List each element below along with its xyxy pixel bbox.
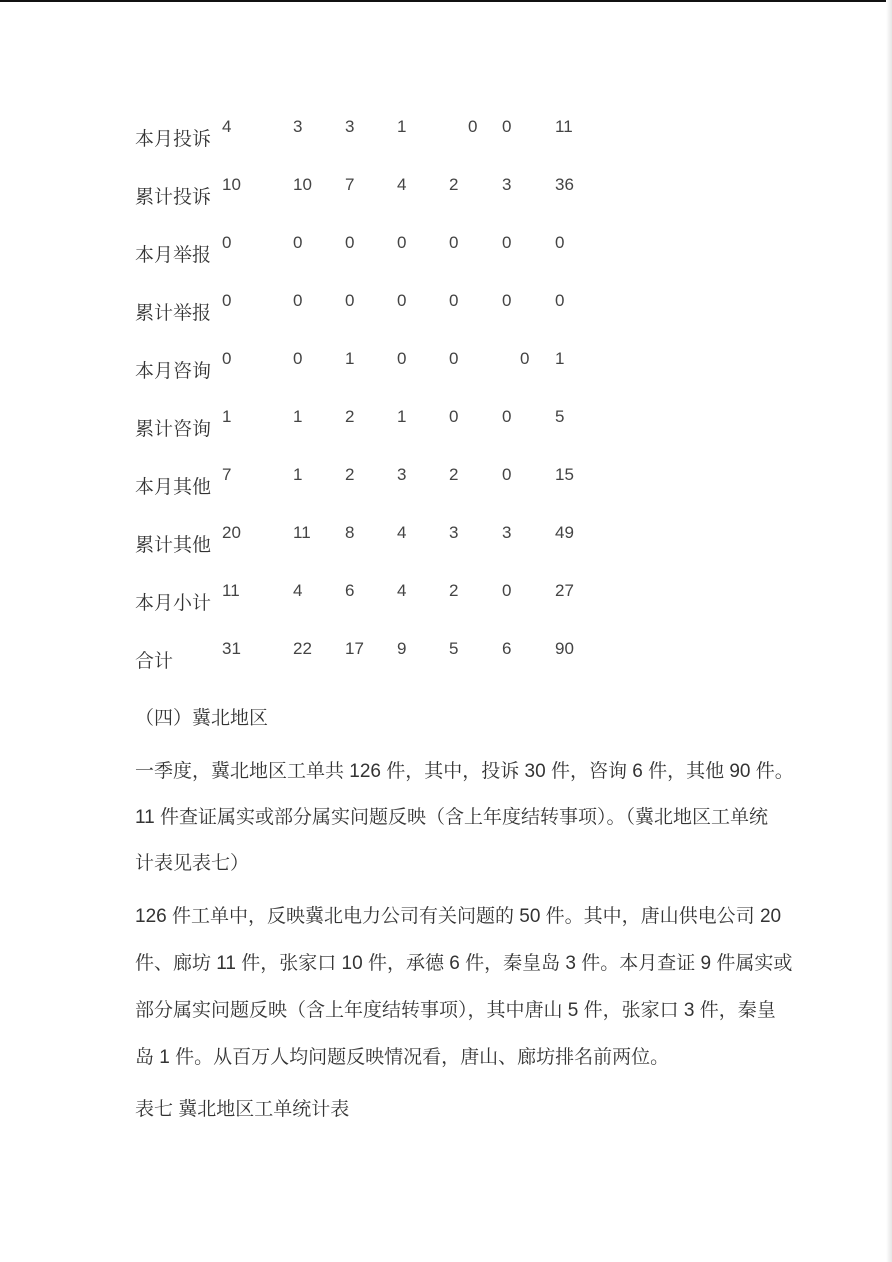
paragraph-line: 件、廊坊 11 件，张家口 10 件，承德 6 件，秦皇岛 3 件。本月查证 9 件属实或	[135, 953, 793, 974]
table-cell: 0	[293, 233, 303, 252]
table-cell: 10	[222, 175, 241, 194]
table-row	[0, 638, 892, 678]
table-row	[0, 174, 892, 214]
row-label: 本月咨询	[135, 361, 212, 382]
table-cell: 0	[449, 233, 459, 252]
table-cell: 2	[345, 465, 355, 484]
table-cell: 5	[449, 639, 459, 658]
table-cell: 49	[555, 523, 574, 542]
table-cell: 10	[293, 175, 312, 194]
table-cell: 0	[293, 349, 303, 368]
row-label: 累计举报	[135, 303, 212, 324]
table-cell: 0	[502, 407, 512, 426]
table-cell: 0	[397, 233, 407, 252]
row-label: 累计咨询	[135, 419, 212, 440]
table-cell: 2	[449, 465, 459, 484]
row-label: 本月举报	[135, 245, 212, 266]
page-top-border	[0, 0, 892, 2]
table-cell: 15	[555, 465, 574, 484]
table-cell: 0	[502, 117, 512, 136]
table-cell: 1	[293, 407, 303, 426]
table-row	[0, 348, 892, 388]
table-cell: 0	[397, 291, 407, 310]
table-cell: 0	[502, 233, 512, 252]
paragraph-line: 部分属实问题反映（含上年度结转事项），其中唐山 5 件，张家口 3 件，秦皇	[135, 1000, 776, 1021]
table-cell: 1	[345, 349, 355, 368]
table-cell: 0	[449, 349, 459, 368]
section-heading: （四）冀北地区	[135, 708, 269, 729]
table-cell: 3	[449, 523, 459, 542]
table-cell: 3	[345, 117, 355, 136]
table-cell: 7	[222, 465, 232, 484]
paragraph-line: 126 件工单中，反映冀北电力公司有关问题的 50 件。其中，唐山供电公司 20	[135, 906, 782, 927]
table-cell: 4	[397, 523, 407, 542]
table-cell: 4	[293, 581, 303, 600]
table-cell: 3	[502, 175, 512, 194]
table-cell: 0	[502, 291, 512, 310]
table-cell: 90	[555, 639, 574, 658]
row-label: 累计其他	[135, 535, 212, 556]
paragraph-line: 11 件查证属实或部分属实问题反映（含上年度结转事项）。（冀北地区工单统	[135, 807, 769, 828]
table-cell: 0	[555, 233, 565, 252]
table-cell: 2	[449, 581, 459, 600]
table-cell: 9	[397, 639, 407, 658]
table-cell: 11	[293, 523, 311, 542]
table-cell: 6	[502, 639, 512, 658]
table-cell: 20	[222, 523, 241, 542]
table-row	[0, 406, 892, 446]
table-cell: 0	[222, 349, 232, 368]
table-cell: 0	[449, 407, 459, 426]
row-label: 本月小计	[135, 593, 212, 614]
table-cell: 17	[345, 639, 364, 658]
table-cell: 0	[502, 581, 512, 600]
table-cell: 1	[397, 407, 407, 426]
table-cell: 0	[555, 291, 565, 310]
row-label: 本月其他	[135, 477, 212, 498]
table-cell: 0	[449, 291, 459, 310]
table-row	[0, 522, 892, 562]
table-cell: 31	[222, 639, 241, 658]
table-cell: 4	[222, 117, 232, 136]
table-cell: 0	[222, 291, 232, 310]
table-cell: 7	[345, 175, 355, 194]
table-cell: 1	[397, 117, 407, 136]
table-cell: 8	[345, 523, 355, 542]
table-cell: 11	[555, 117, 573, 136]
table-cell: 0	[345, 233, 355, 252]
row-label: 本月投诉	[135, 129, 212, 150]
table-cell: 0	[222, 233, 232, 252]
row-label: 累计投诉	[135, 187, 212, 208]
table-cell: 6	[345, 581, 355, 600]
table-cell: 0	[468, 117, 478, 136]
table-cell: 3	[293, 117, 303, 136]
table-cell: 4	[397, 581, 407, 600]
table-cell: 5	[555, 407, 565, 426]
table-row	[0, 464, 892, 504]
table-caption: 表七 冀北地区工单统计表	[135, 1099, 350, 1120]
table-cell: 0	[520, 349, 530, 368]
table-cell: 22	[293, 639, 312, 658]
table-row	[0, 116, 892, 156]
table-row	[0, 580, 892, 620]
table-row	[0, 232, 892, 272]
paragraph-line: 岛 1 件。从百万人均问题反映情况看，唐山、廊坊排名前两位。	[135, 1047, 670, 1068]
table-cell: 36	[555, 175, 574, 194]
table-cell: 0	[293, 291, 303, 310]
table-cell: 0	[345, 291, 355, 310]
table-cell: 27	[555, 581, 574, 600]
table-cell: 1	[555, 349, 565, 368]
table-cell: 2	[345, 407, 355, 426]
table-cell: 0	[397, 349, 407, 368]
paragraph-line: 一季度，冀北地区工单共 126 件，其中，投诉 30 件，咨询 6 件，其他 90 件。	[135, 761, 794, 782]
table-cell: 0	[502, 465, 512, 484]
table-cell: 1	[222, 407, 232, 426]
table-cell: 1	[293, 465, 303, 484]
table-cell: 11	[222, 581, 240, 600]
table-cell: 3	[397, 465, 407, 484]
table-row	[0, 290, 892, 330]
row-label: 合计	[135, 651, 174, 672]
table-cell: 3	[502, 523, 512, 542]
table-cell: 2	[449, 175, 459, 194]
table-cell: 4	[397, 175, 407, 194]
paragraph-line: 计表见表七）	[135, 853, 250, 874]
